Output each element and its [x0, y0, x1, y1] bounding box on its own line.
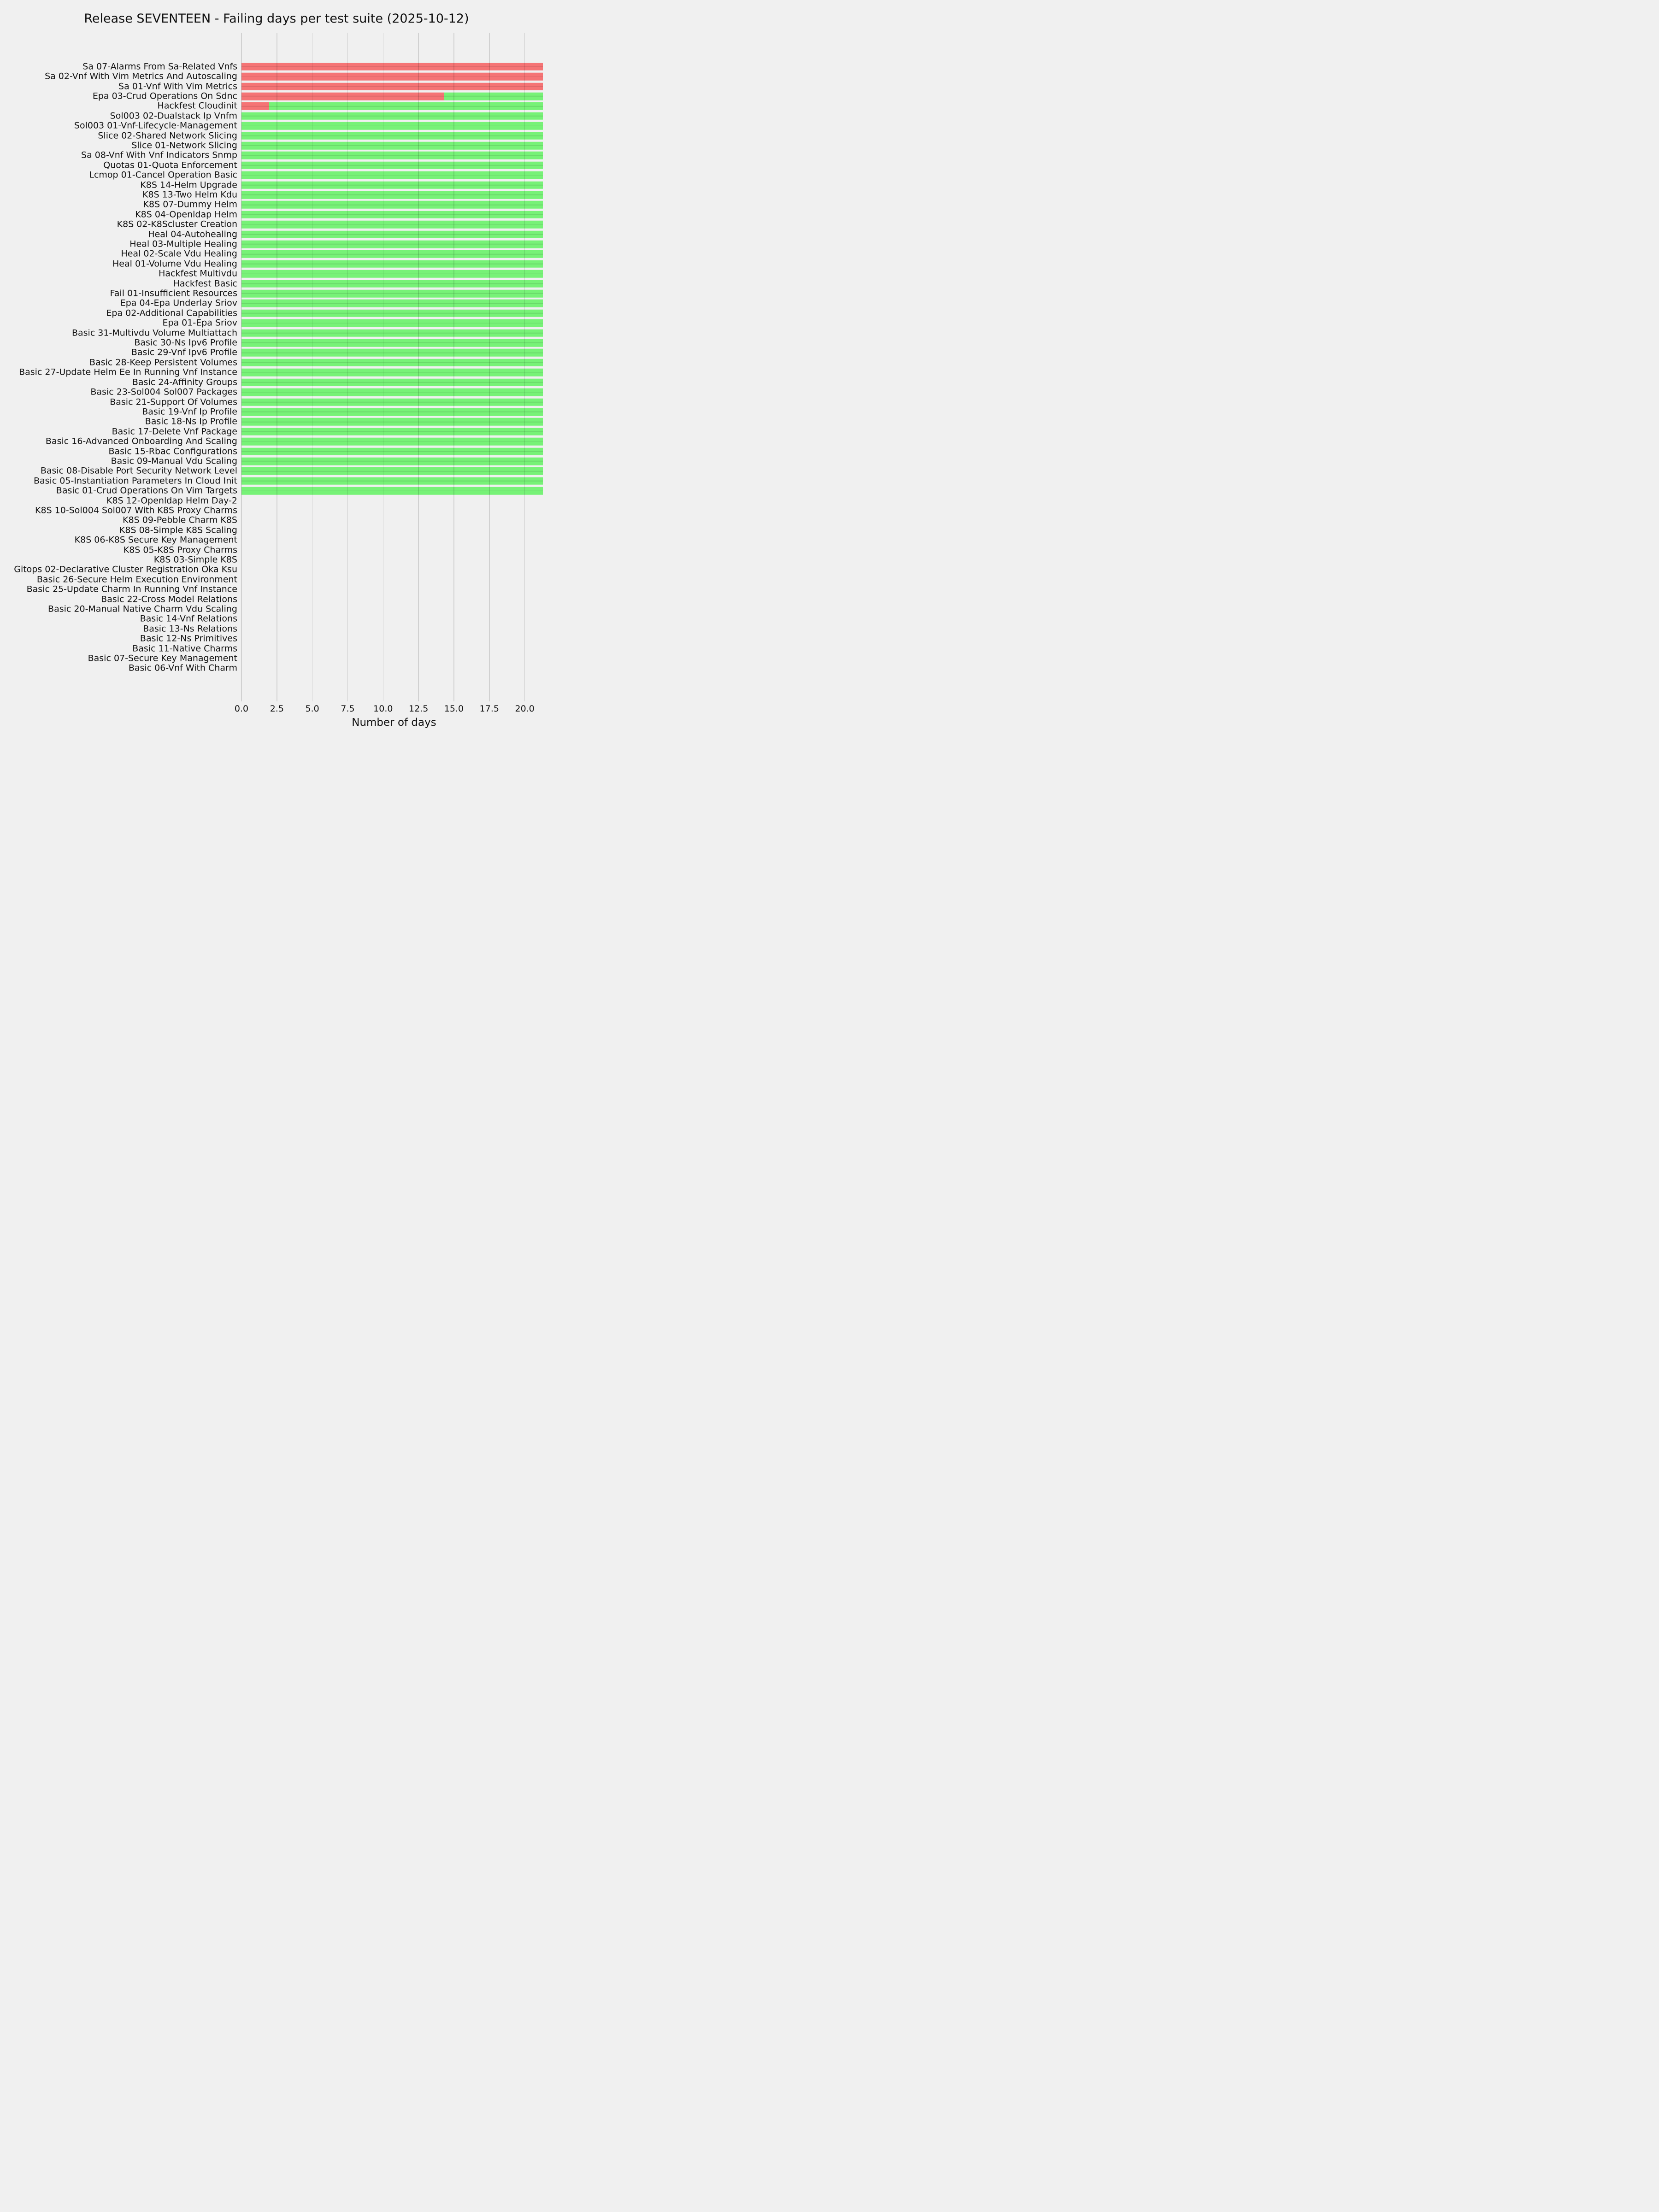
chart-row — [145, 416, 547, 427]
bar — [241, 191, 543, 199]
y-axis-label: Basic 21-Support Of Volumes — [110, 397, 237, 407]
bar — [241, 349, 543, 357]
bar — [241, 428, 543, 435]
bar — [241, 221, 543, 229]
bar-segment-passing — [241, 339, 543, 347]
y-axis-label: Basic 16-Advanced Onboarding And Scaling — [45, 436, 237, 447]
chart-row — [142, 189, 547, 200]
y-axis-label: Basic 01-Crud Operations On Vim Targets — [56, 485, 237, 496]
chart-row — [140, 613, 547, 624]
bar-segment-failing — [241, 73, 543, 81]
chart-row — [90, 387, 547, 397]
y-axis-label: Basic 13-Ns Relations — [143, 624, 237, 634]
bar-segment-passing — [241, 438, 543, 446]
bar — [241, 142, 543, 150]
y-axis-label: Basic 22-Cross Model Relations — [101, 594, 237, 605]
y-axis-label: Basic 31-Multivdu Volume Multiattach — [71, 328, 237, 338]
bar-segment-failing — [241, 82, 543, 90]
chart-row — [129, 239, 547, 249]
bar-segment-passing — [241, 250, 543, 258]
chart-row — [19, 367, 547, 377]
y-axis-label: K8S 09-Pebble Charm K8S — [123, 515, 237, 525]
y-axis-label: Epa 03-Crud Operations On Sdnc — [92, 91, 237, 101]
bar — [241, 369, 543, 377]
y-axis-label: Heal 03-Multiple Healing — [129, 239, 237, 249]
chart-row — [101, 594, 547, 605]
bar-segment-passing — [241, 152, 543, 159]
bar-segment-passing — [241, 280, 543, 288]
bar — [241, 300, 543, 307]
y-axis-label: Fail 01-Insufficient Resources — [110, 288, 237, 299]
bar — [241, 73, 543, 81]
bar-segment-passing — [241, 458, 543, 465]
bar — [241, 132, 543, 140]
chart-row — [35, 505, 547, 516]
bar-segment-passing — [444, 93, 543, 100]
y-axis-label: Hackfest Basic — [173, 278, 237, 289]
y-axis-label: Basic 11-Native Charms — [132, 643, 237, 654]
chart-row — [40, 465, 547, 476]
x-tick-label: 2.5 — [270, 704, 284, 714]
chart-row — [56, 485, 547, 496]
bar — [241, 152, 543, 159]
chart-row — [71, 328, 547, 338]
y-axis-label: Basic 20-Manual Native Charm Vdu Scaling — [48, 604, 237, 614]
bar-segment-passing — [241, 241, 543, 248]
y-axis-label: Basic 05-Instantiation Parameters In Cloud Init — [33, 476, 237, 486]
y-axis-label: Basic 18-Ns Ip Profile — [145, 416, 237, 427]
bar-segment-passing — [241, 359, 543, 367]
chart-row — [82, 61, 547, 72]
chart-row — [14, 564, 547, 575]
y-axis-label: Heal 04-Autohealing — [148, 229, 237, 240]
bar — [241, 112, 543, 120]
chart-row — [132, 377, 547, 388]
bar — [241, 63, 543, 71]
bar-segment-passing — [241, 477, 543, 485]
y-axis-label: Basic 17-Delete Vnf Package — [112, 426, 237, 437]
bar — [241, 102, 543, 110]
chart-row — [45, 71, 547, 82]
bar-segment-passing — [241, 329, 543, 337]
x-tick-label: 5.0 — [305, 704, 319, 714]
bar-segment-passing — [241, 300, 543, 307]
y-axis-label: Basic 12-Ns Primitives — [140, 633, 237, 644]
bar — [241, 201, 543, 209]
bar — [241, 250, 543, 258]
bar-segment-passing — [241, 112, 543, 120]
chart-row — [140, 633, 547, 644]
x-tick-label: 17.5 — [479, 704, 499, 714]
bar — [241, 230, 543, 238]
bar — [241, 93, 543, 100]
chart-row — [159, 268, 547, 279]
bar — [241, 408, 543, 416]
bar — [241, 280, 543, 288]
y-axis-label: K8S 14-Helm Upgrade — [140, 180, 237, 190]
bar — [241, 122, 543, 130]
y-axis-label: K8S 08-Simple K8S Scaling — [119, 525, 237, 535]
bar — [241, 241, 543, 248]
y-axis-label: Sol003 02-Dualstack Ip Vnfm — [110, 111, 237, 121]
y-axis-label: K8S 07-Dummy Helm — [143, 199, 237, 210]
y-axis-label: Basic 15-Rbac Configurations — [108, 446, 237, 457]
chart-row — [110, 397, 547, 407]
y-axis-label: Basic 08-Disable Port Security Network Level — [40, 465, 237, 476]
chart-row — [153, 554, 547, 565]
y-axis-label: K8S 10-Sol004 Sol007 With K8S Proxy Charms — [35, 505, 237, 516]
y-axis-label: Sa 01-Vnf With Vim Metrics — [118, 81, 237, 92]
chart-row — [119, 525, 547, 535]
bar — [241, 467, 543, 475]
chart-row — [89, 170, 547, 180]
bar-segment-passing — [241, 408, 543, 416]
bar — [241, 398, 543, 406]
bar-segment-passing — [241, 290, 543, 298]
chart-row — [88, 653, 547, 664]
chart-row — [143, 199, 547, 210]
bar — [241, 319, 543, 327]
bar-segment-passing — [241, 181, 543, 189]
chart-row — [134, 337, 547, 348]
chart-row — [110, 111, 547, 121]
y-axis-label: Basic 14-Vnf Relations — [140, 613, 237, 624]
bar-segment-passing — [241, 171, 543, 179]
chart-row — [98, 130, 547, 141]
bar — [241, 339, 543, 347]
bar-segment-failing — [241, 102, 269, 110]
y-axis-label: Basic 26-Secure Helm Execution Environment — [36, 574, 237, 585]
bar-segment-passing — [241, 122, 543, 130]
bar — [241, 290, 543, 298]
y-axis-label: Sa 02-Vnf With Vim Metrics And Autoscaling — [45, 71, 237, 82]
chart-row — [132, 643, 547, 654]
y-axis-label: Heal 01-Volume Vdu Healing — [112, 259, 237, 269]
chart-row — [143, 624, 547, 634]
bar-segment-passing — [269, 102, 543, 110]
bar-segment-passing — [241, 447, 543, 455]
bar-segment-passing — [241, 230, 543, 238]
chart-row — [140, 180, 547, 190]
bar-segment-passing — [241, 398, 543, 406]
bar — [241, 310, 543, 318]
chart-title: Release SEVENTEEN - Failing days per test suite (2025-10-12) — [84, 12, 469, 26]
chart-row — [118, 81, 547, 92]
bar — [241, 418, 543, 426]
x-tick-label: 12.5 — [409, 704, 429, 714]
y-axis-label: Hackfest Multivdu — [159, 268, 237, 279]
y-axis-label: Epa 01-Epa Sriov — [162, 318, 237, 328]
y-axis-label: Slice 01-Network Slicing — [131, 140, 237, 151]
figure — [0, 0, 553, 737]
plot-area — [14, 33, 547, 701]
x-tick-label: 20.0 — [515, 704, 535, 714]
y-axis-label: Heal 02-Scale Vdu Healing — [121, 248, 237, 259]
bar-segment-passing — [241, 310, 543, 318]
bar-segment-passing — [241, 260, 543, 268]
chart-row — [131, 140, 547, 151]
chart-row — [142, 406, 547, 417]
chart-row — [128, 663, 547, 673]
bar-segment-passing — [241, 369, 543, 377]
chart-row — [111, 456, 547, 466]
y-axis-label: Sol003 01-Vnf-Lifecycle-Management — [74, 120, 237, 131]
bar-segment-passing — [241, 467, 543, 475]
chart-row — [157, 100, 547, 111]
bar — [241, 329, 543, 337]
y-axis-label: Basic 27-Update Helm Ee In Running Vnf Instance — [19, 367, 237, 377]
chart-row — [106, 308, 547, 318]
chart-row — [123, 545, 547, 555]
chart-row — [33, 476, 547, 486]
y-axis-label: Basic 06-Vnf With Charm — [128, 663, 237, 673]
chart-row — [74, 535, 547, 545]
y-axis-label: Epa 02-Additional Capabilities — [106, 308, 237, 318]
y-axis-label: Basic 23-Sol004 Sol007 Packages — [90, 387, 237, 397]
bar-segment-passing — [241, 211, 543, 219]
chart-row — [173, 278, 547, 289]
bar-segment-passing — [241, 142, 543, 150]
y-axis-label: K8S 12-Openldap Helm Day-2 — [106, 495, 237, 506]
y-axis-label: Basic 25-Update Charm In Running Vnf Instance — [26, 584, 237, 594]
x-tick-label: 0.0 — [234, 704, 249, 714]
bar — [241, 378, 543, 386]
chart-row — [26, 584, 547, 594]
y-axis-label: Basic 29-Vnf Ipv6 Profile — [131, 347, 237, 358]
chart-row — [81, 150, 547, 160]
y-axis-label: Basic 19-Vnf Ip Profile — [142, 406, 237, 417]
x-axis-ticks — [234, 704, 547, 715]
x-tick-label: 10.0 — [373, 704, 393, 714]
bar-segment-passing — [241, 161, 543, 169]
chart-row — [110, 288, 547, 299]
bar — [241, 458, 543, 465]
x-tick-label: 15.0 — [444, 704, 464, 714]
chart-row — [112, 259, 547, 269]
chart-row — [117, 219, 547, 229]
chart-row — [112, 426, 547, 437]
y-axis-label: Quotas 01-Quota Enforcement — [103, 160, 237, 171]
bar — [241, 388, 543, 396]
y-axis-label: K8S 05-K8S Proxy Charms — [123, 545, 237, 555]
chart-row — [108, 446, 547, 457]
bar — [241, 211, 543, 219]
y-axis-label: K8S 03-Simple K8S — [153, 554, 237, 565]
bar — [241, 82, 543, 90]
y-axis-label: Basic 28-Keep Persistent Volumes — [89, 357, 237, 368]
chart-row — [92, 91, 547, 101]
bar-segment-passing — [241, 221, 543, 229]
y-axis-label: Gitops 02-Declarative Cluster Registration Oka Ksu — [14, 564, 237, 575]
chart-row — [131, 347, 547, 358]
y-axis-label: Basic 07-Secure Key Management — [88, 653, 237, 664]
chart-row — [48, 604, 547, 614]
y-axis-label: Slice 02-Shared Network Slicing — [98, 130, 237, 141]
y-axis-label: Sa 07-Alarms From Sa-Related Vnfs — [82, 61, 237, 72]
chart-row — [121, 248, 547, 259]
chart-row — [103, 160, 547, 171]
bar — [241, 161, 543, 169]
bar — [241, 438, 543, 446]
y-axis-label: Sa 08-Vnf With Vnf Indicators Snmp — [81, 150, 237, 160]
y-axis-label: Epa 04-Epa Underlay Sriov — [120, 298, 237, 308]
y-axis-label: Basic 09-Manual Vdu Scaling — [111, 456, 237, 466]
chart-row — [162, 318, 547, 328]
bar-segment-passing — [241, 388, 543, 396]
bar — [241, 270, 543, 278]
y-axis-label: K8S 06-K8S Secure Key Management — [74, 535, 237, 545]
bar-segment-passing — [241, 487, 543, 495]
bar-segment-passing — [241, 418, 543, 426]
bar — [241, 260, 543, 268]
bar-segment-passing — [241, 132, 543, 140]
bar-segment-failing — [241, 93, 444, 100]
bar-segment-passing — [241, 191, 543, 199]
y-axis-label: Lcmop 01-Cancel Operation Basic — [89, 170, 237, 180]
chart-row — [45, 436, 547, 447]
chart-row — [36, 574, 547, 585]
bar-segment-passing — [241, 201, 543, 209]
chart-row — [106, 495, 547, 506]
y-axis-label: K8S 02-K8Scluster Creation — [117, 219, 237, 229]
bar-segment-passing — [241, 319, 543, 327]
bar-segment-failing — [241, 63, 543, 71]
y-axis-label: K8S 04-Openldap Helm — [135, 209, 237, 220]
chart-row — [89, 357, 547, 368]
bar — [241, 447, 543, 455]
chart-row — [74, 120, 547, 131]
chart-row — [135, 209, 547, 220]
x-axis-label: Number of days — [352, 717, 436, 729]
bar — [241, 171, 543, 179]
bar-segment-passing — [241, 349, 543, 357]
bar-segment-passing — [241, 378, 543, 386]
bar-segment-passing — [241, 428, 543, 435]
bar-rows — [14, 33, 547, 701]
x-tick-label: 7.5 — [341, 704, 355, 714]
y-axis-label: Basic 30-Ns Ipv6 Profile — [134, 337, 237, 348]
chart-row — [120, 298, 547, 308]
bar — [241, 477, 543, 485]
y-axis-label: Hackfest Cloudinit — [157, 100, 237, 111]
bar-segment-passing — [241, 270, 543, 278]
bar — [241, 359, 543, 367]
bar — [241, 181, 543, 189]
bar — [241, 487, 543, 495]
chart-row — [148, 229, 547, 240]
y-axis-label: K8S 13-Two Helm Kdu — [142, 189, 237, 200]
chart-row — [123, 515, 547, 525]
y-axis-label: Basic 24-Affinity Groups — [132, 377, 237, 388]
